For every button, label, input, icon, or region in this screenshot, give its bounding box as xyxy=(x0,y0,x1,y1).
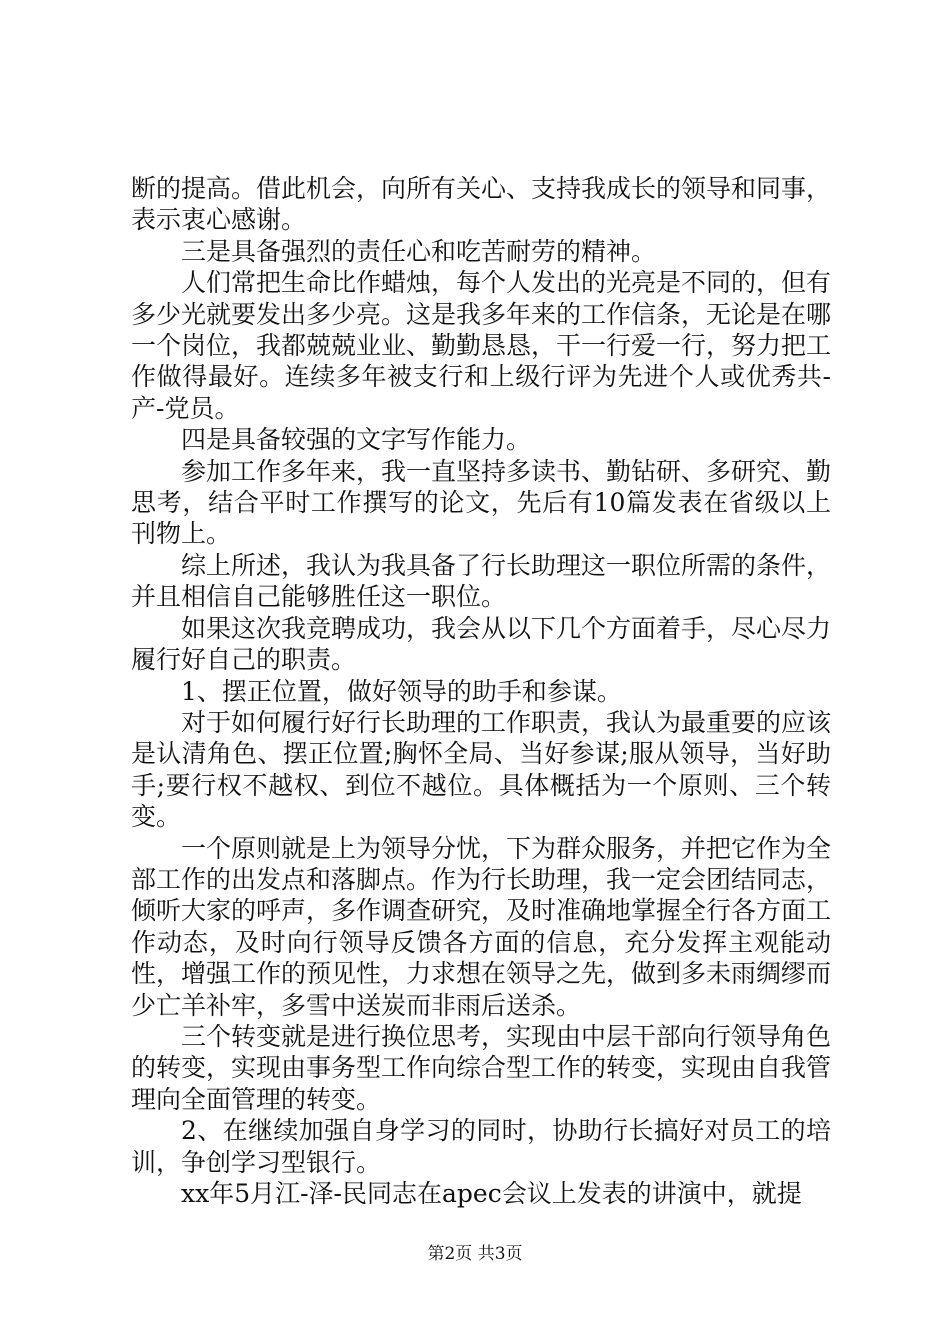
paragraph: 如果这次我竞聘成功，我会从以下几个方面着手，尽心尽力履行好自己的职责。 xyxy=(131,613,832,675)
paragraph: 参加工作多年来，我一直坚持多读书、勤钻研、多研究、勤思考，结合平时工作撰写的论文，先后有10篇发表在省级以上刊物上。 xyxy=(131,456,832,549)
paragraph: xx年5月江-泽-民同志在apec会议上发表的讲演中，就提 xyxy=(181,1179,802,1208)
paragraph: 综上所述，我认为我具备了行长助理这一职位所需的条件，并且相信自己能够胜任这一职位。 xyxy=(131,550,832,612)
paragraph: 人们常把生命比作蜡烛，每个人发出的光亮是不同的，但有多少光就要发出多少亮。这是我多年来的工作信条，无论是在哪一个岗位，我都兢兢业业、勤勤恳恳，干一行爱一行，努力把工作做得最好。连续多年被支行和上级行评为先进个人或优秀共-产-党员。 xyxy=(131,268,832,423)
paragraph: 对于如何履行好行长助理的工作职责，我认为最重要的应该是认清角色、摆正位置;胸怀全局、当好参谋;服从领导，当好助手;要行权不越权、到位不越位。具体概括为一个原则、三个转变。 xyxy=(131,707,832,832)
paragraph-continuation: 断的提高。借此机会，向所有关心、支持我成长的领导和同事，表示衷心感谢。 xyxy=(131,174,832,235)
paragraph: 一个原则就是上为领导分忧，下为群众服务，并把它作为全部工作的出发点和落脚点。作为行长助理，我一定会团结同志，倾听大家的呼声，多作调查研究，及时准确地掌握全行各方面工作动态，及时向行领导反馈各方面的信息，充分发挥主观能动性，增强工作的预见性，力求想在领导之先，做到多未雨绸缪而少亡羊补牢，多雪中送炭而非雨后送杀。 xyxy=(131,833,832,1020)
paragraph-item-2: 2、在继续加强自身学习的同时，协助行长搞好对员工的培训，争创学习型银行。 xyxy=(131,1116,831,1177)
page-number-footer: 第2页 共3页 xyxy=(427,1244,523,1264)
paragraph-item-1: 1、摆正位置，做好领导的助手和参谋。 xyxy=(181,676,622,706)
paragraph: 三个转变就是进行换位思考，实现由中层干部向行领导角色的转变，实现由事务型工作向综合型工作的转变，实现由自我管理向全面管理的转变。 xyxy=(131,1021,832,1114)
document-body xyxy=(131,173,831,1209)
paragraph-heading-responsibility: 三是具备强烈的责任心和吃苦耐劳的精神。 xyxy=(181,236,657,266)
paragraph-heading-writing: 四是具备较强的文字写作能力。 xyxy=(181,425,532,455)
